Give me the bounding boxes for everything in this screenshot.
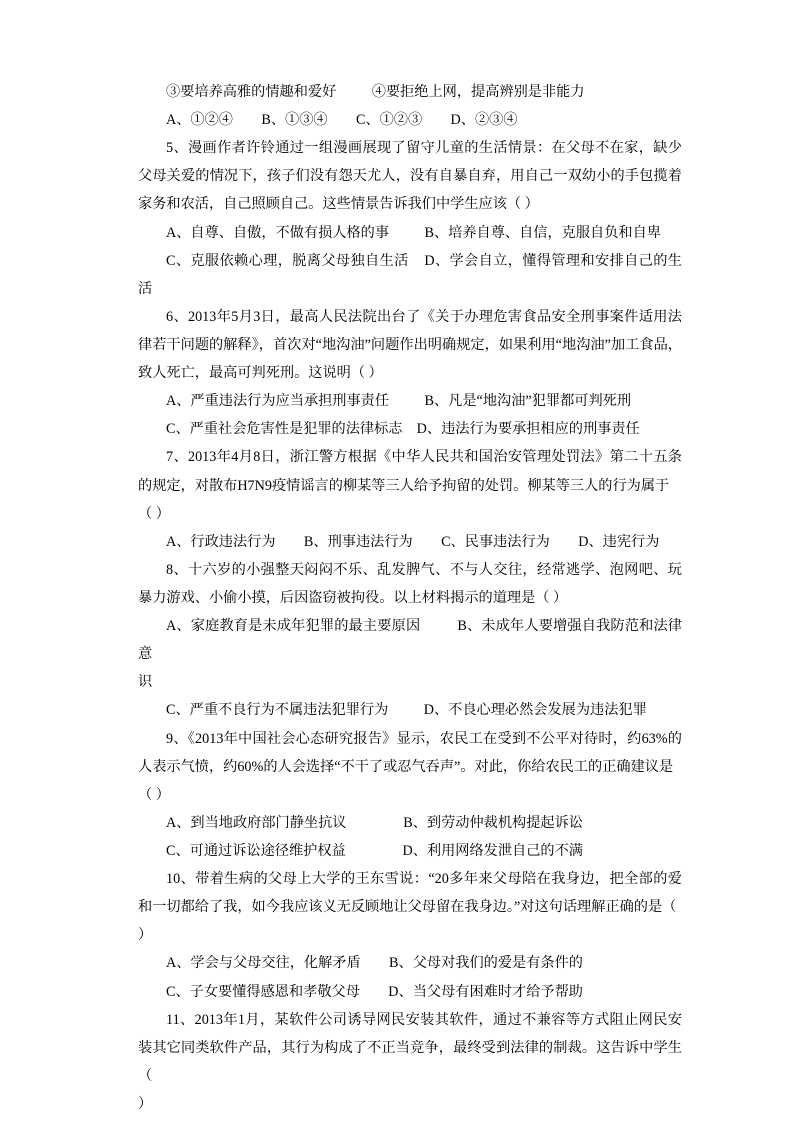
- question-7-choices: A、行政违法行为 B、刑事违法行为 C、民事违法行为 D、违宪行为: [166, 533, 660, 550]
- question-11-stem: 11、2013年1月，某软件公司诱导网民安装其软件，通过不兼容等方式阻止网民安装其它同类软件产品，其行为构成了不正当竞争，最终受到法律的制裁。这告诉中学生（: [138, 1011, 682, 1084]
- question-7-stem: 7、2013年4月8日，浙江警方根据《中华人民共和国治安管理处罚法》第二十五条的规定，对散布H7N9疫情谣言的柳某等三人给予拘留的处罚。柳某等三人的行为属于: [138, 449, 682, 494]
- question-5-choices-cd: C、克服依赖心理，脱离父母独自生活 D、学会自立，懂得管理和安排自己的生活: [138, 252, 682, 297]
- document-body: [138, 78, 682, 1118]
- question-6-choices-cd: C、严重社会危害性是犯罪的法律标志 D、违法行为要承担相应的刑事责任: [166, 421, 640, 438]
- question-9-choices-ab: A、到当地政府部门静坐抗议 B、到劳动仲裁机构提起诉讼: [166, 814, 583, 831]
- question-10-choices-cd: C、子女要懂得感恩和孝敬父母 D、当父母有困难时才给予帮助: [166, 983, 583, 1000]
- question-8-stem: 8、十六岁的小强整天闷闷不乐、乱发脾气、不与人交往，经常逃学、泡网吧、玩暴力游戏、小偷小摸，后因盗窃被拘役。以上材料揭示的道理是（ ）: [138, 561, 682, 606]
- question-5-choices-ab: A、自尊、自傲，不做有损人格的事 B、培养自尊、自信，克服自负和自卑: [166, 224, 661, 241]
- question-5-stem: 5、漫画作者许铃通过一组漫画展现了留守儿童的生活情景：在父母不在家，缺少父母关爱的情况下，孩子们没有怨天尤人，没有自暴自弃，用自己一双幼小的手包揽着家务和农活，自己照顾自己。这些情景告诉我们中学生应该（ ）: [138, 140, 682, 213]
- question-11-answer-blank: ）: [138, 1095, 153, 1112]
- question-9-answer-blank: （ ）: [138, 786, 170, 803]
- question-9-choices-cd: C、可通过诉讼途径维护权益 D、利用网络发泄自己的不满: [166, 842, 583, 859]
- question-10-answer-blank: ）: [138, 927, 153, 944]
- question-8-choices-cd: C、严重不良行为不属违法犯罪行为 D、不良心理必然会发展为违法犯罪: [166, 702, 647, 719]
- question-8-choices-ab: A、家庭教育是未成年犯罪的最主要原因 B、未成年人要增强自我防范和法律意: [138, 618, 682, 663]
- question-6-stem: 6、2013年5月3日，最高人民法院出台了《关于办理危害食品安全刑事案件适用法律若干问题的解释》，首次对“地沟油”问题作出明确规定，如果利用“地沟油”加工食品，致人死亡，最高可判死刑。这说明（ ）: [138, 308, 682, 382]
- question-6-choices-ab: A、严重违法行为应当承担刑事责任 B、凡是“地沟油”犯罪都可判死刑: [166, 393, 632, 410]
- question-4-options-line-2: ③要培养高雅的情趣和爱好 ④要拒绝上网，提高辨别是非能力: [166, 84, 585, 100]
- question-10-stem: 10、带着生病的父母上大学的王东雪说：“20多年来父母陪在我身边，把全部的爱和一切都给了我，如今我应该义无反顾地让父母留在我身边。”对这句话理解正确的是（: [138, 871, 682, 916]
- question-9-stem: 9、《2013年中国社会心态研究报告》显示，农民工在受到不公平对待时，约63%的人表示气愤，约60%的人会选择“不干了或忍气吞声”。对此，你给农民工的正确建议是: [138, 730, 682, 775]
- question-7-answer-blank: （ ）: [138, 505, 170, 522]
- question-8-choices-ab-wrap: 识: [138, 674, 153, 691]
- question-4-answer-choices: A、①②④ B、①③④ C、①②③ D、②③④: [166, 112, 518, 129]
- question-10-choices-ab: A、学会与父母交往，化解矛盾 B、父母对我们的爱是有条件的: [166, 955, 583, 972]
